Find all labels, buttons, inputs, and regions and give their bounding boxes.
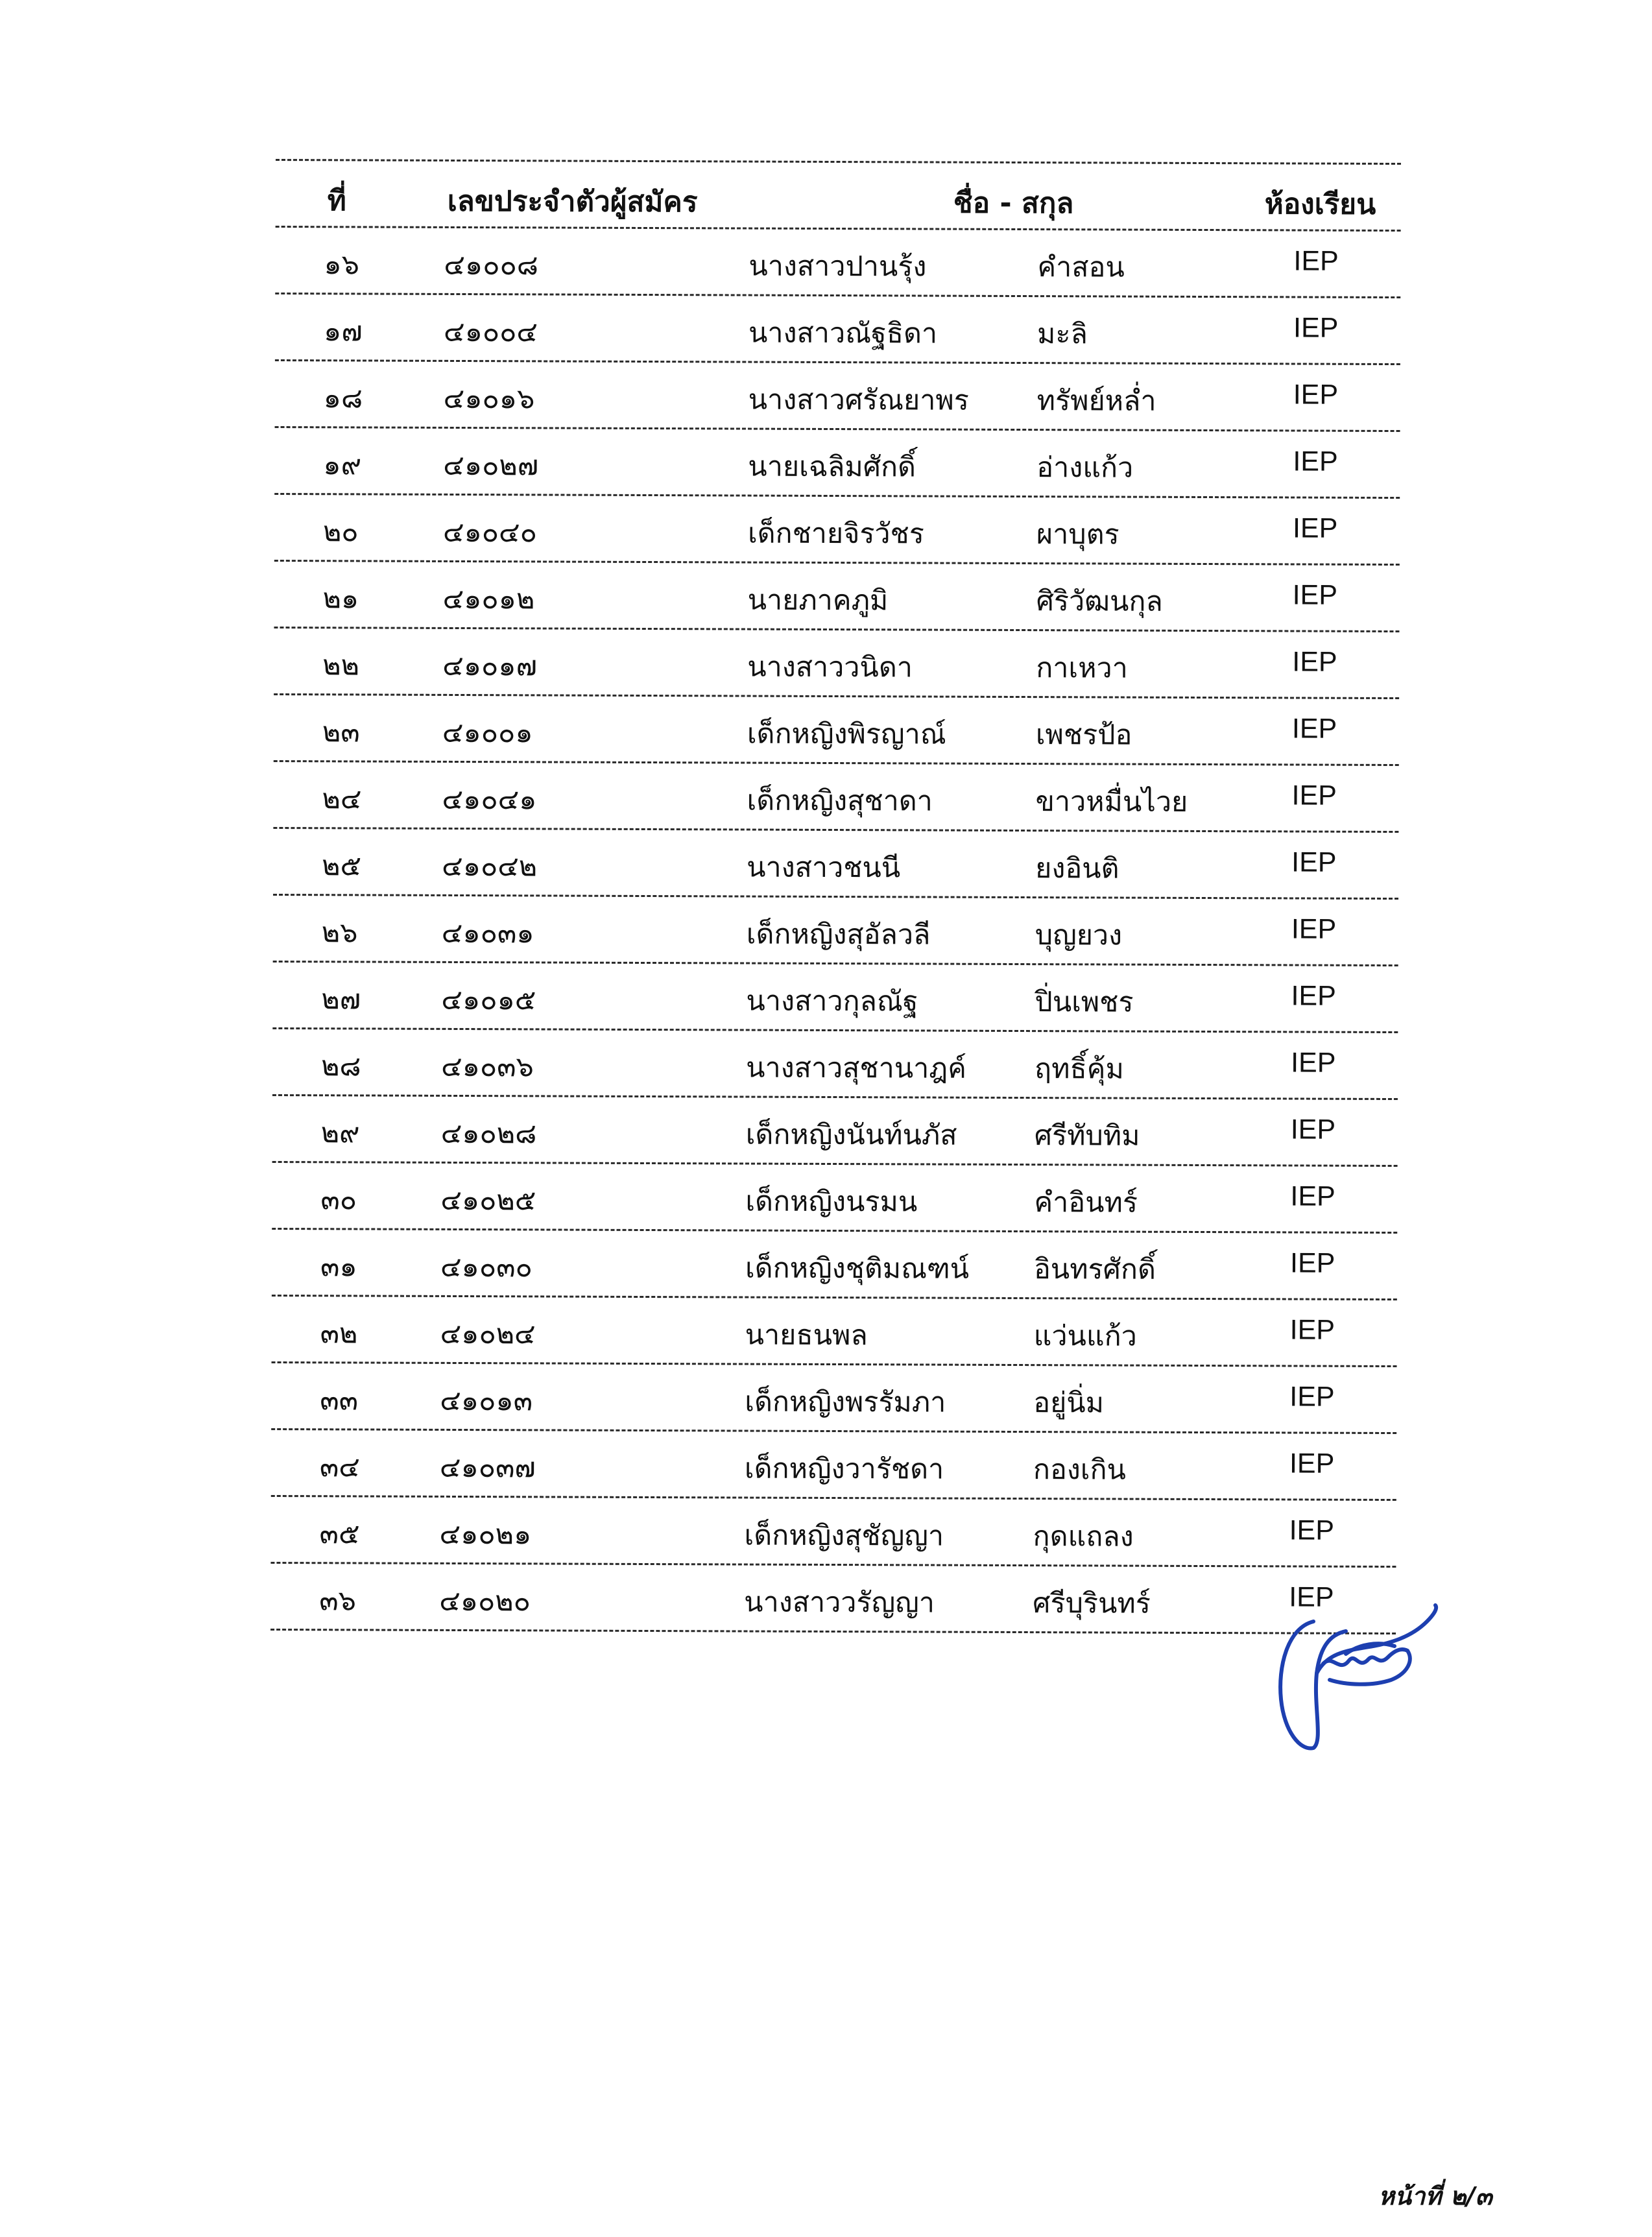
table-row xyxy=(275,294,1400,363)
applicant-id: ๔๑๐๒๑ xyxy=(439,1518,532,1551)
applicant-id: ๔๑๐๑๒ xyxy=(442,582,535,616)
table-row xyxy=(274,628,1399,697)
first-name: เด็กหญิงนรมน xyxy=(745,1185,918,1219)
last-name: เพชรป้อ xyxy=(1035,719,1132,752)
table-row xyxy=(274,695,1399,764)
room: IEP xyxy=(1292,512,1338,544)
room: IEP xyxy=(1289,1247,1335,1279)
last-name: กุดแถลง xyxy=(1033,1520,1134,1553)
room: IEP xyxy=(1291,980,1336,1012)
signature-icon xyxy=(1268,1576,1440,1758)
applicant-id: ๔๑๐๑๕ xyxy=(441,983,536,1017)
room: IEP xyxy=(1290,1114,1336,1145)
table-row xyxy=(274,428,1400,497)
applicant-id: ๔๑๐๔๒ xyxy=(442,850,538,883)
last-name: บุญยวง xyxy=(1035,919,1123,952)
table-row xyxy=(274,562,1399,630)
row-number: ๑๖ xyxy=(324,248,360,281)
row-number: ๒๒ xyxy=(322,649,360,682)
table-row xyxy=(273,829,1398,898)
first-name: นางสาวปานรุ้ง xyxy=(748,250,927,283)
first-name: นางสาววนิดา xyxy=(747,651,913,684)
row-number: ๒๗ xyxy=(321,983,361,1016)
applicant-id: ๔๑๐๒๐ xyxy=(439,1585,531,1618)
table-row xyxy=(272,963,1398,1031)
table-row xyxy=(270,1497,1396,1566)
last-name: แว่นแก้ว xyxy=(1033,1320,1137,1353)
last-name: ปิ่นเพชร xyxy=(1035,986,1134,1019)
row-number: ๑๙ xyxy=(323,449,362,482)
room: IEP xyxy=(1291,1047,1336,1079)
first-name: เด็กชายจิรวัชร xyxy=(747,517,924,551)
row-number: ๓๒ xyxy=(320,1317,358,1350)
first-name: นางสาวกุลณัฐ xyxy=(746,985,918,1018)
row-number: ๓๕ xyxy=(319,1518,360,1551)
last-name: ยงอินติ xyxy=(1035,852,1119,885)
row-number: ๑๘ xyxy=(323,382,363,415)
room: IEP xyxy=(1291,913,1337,945)
last-name: มะลิ xyxy=(1036,318,1088,351)
first-name: นางสาวสุชานาฎค์ xyxy=(746,1051,967,1085)
header-no: ที่ xyxy=(327,184,346,218)
room: IEP xyxy=(1289,1448,1335,1479)
first-name: นางสาวศรัณยาพร xyxy=(748,383,969,417)
room: IEP xyxy=(1289,1581,1334,1613)
room: IEP xyxy=(1291,846,1337,878)
table-row xyxy=(272,1096,1398,1165)
table-row xyxy=(272,1029,1398,1098)
table-row xyxy=(271,1430,1396,1499)
row-number: ๒๑ xyxy=(322,582,359,616)
last-name: ศิริวัฒนกุล xyxy=(1036,585,1163,618)
applicant-id: ๔๑๐๐๘ xyxy=(444,248,539,282)
first-name: เด็กหญิงสุชาดา xyxy=(747,784,933,818)
header-room: ห้องเรียน xyxy=(1264,187,1376,221)
room: IEP xyxy=(1290,1180,1335,1212)
last-name: อินทรศักดิ์ xyxy=(1033,1253,1156,1286)
row-number: ๓๔ xyxy=(319,1451,360,1484)
room: IEP xyxy=(1291,713,1337,745)
page-number: หน้าที่ ๒/๓ xyxy=(1378,2182,1492,2210)
applicant-table xyxy=(270,159,1401,1634)
room: IEP xyxy=(1293,312,1339,344)
table-row xyxy=(272,1297,1397,1365)
table-row xyxy=(273,762,1398,831)
first-name: นางสาวชนนี xyxy=(747,851,901,885)
first-name: เด็กหญิงวารัชดา xyxy=(744,1452,944,1486)
last-name: อยู่นิ่ม xyxy=(1033,1387,1105,1420)
applicant-id: ๔๑๐๐๔ xyxy=(443,315,538,349)
last-name: กองเกิน xyxy=(1033,1453,1127,1487)
table-header xyxy=(276,161,1401,230)
room: IEP xyxy=(1292,579,1338,611)
first-name: เด็กหญิงชุติมณฑน์ xyxy=(745,1252,970,1286)
room: IEP xyxy=(1289,1514,1335,1546)
room: IEP xyxy=(1291,780,1337,811)
applicant-id: ๔๑๐๑๖ xyxy=(443,382,535,416)
table-row xyxy=(275,361,1400,430)
last-name: ทรัพย์หล่ำ xyxy=(1036,385,1156,418)
last-name: ขาวหมื่นไวย xyxy=(1035,785,1188,819)
row-number: ๓๖ xyxy=(319,1585,357,1618)
row-number: ๓๓ xyxy=(320,1384,359,1417)
last-name: กาเหวา xyxy=(1036,652,1128,685)
first-name: นายภาคภูมิ xyxy=(747,584,889,617)
table-row xyxy=(271,1363,1396,1432)
last-name: อ่างแก้ว xyxy=(1036,451,1134,484)
first-name: นางสาววรัญญา xyxy=(744,1586,935,1620)
first-name: นายธนพล xyxy=(745,1319,868,1352)
room: IEP xyxy=(1292,646,1337,678)
table-row xyxy=(274,495,1400,564)
applicant-id: ๔๑๐๑๗ xyxy=(442,649,538,683)
applicant-id: ๔๑๐๔๑ xyxy=(442,783,537,817)
room: IEP xyxy=(1289,1381,1335,1413)
row-number: ๓๐ xyxy=(320,1184,357,1217)
row-number: ๓๑ xyxy=(320,1250,357,1284)
first-name: เด็กหญิงพรรัมภา xyxy=(745,1385,946,1419)
row-number: ๒๖ xyxy=(321,916,358,950)
row-number: ๒๔ xyxy=(322,783,362,816)
row-number: ๒๓ xyxy=(322,716,360,749)
applicant-id: ๔๑๐๓๗ xyxy=(439,1451,536,1485)
table-row xyxy=(275,228,1400,296)
last-name: ศรีทับทิม xyxy=(1034,1119,1140,1153)
row-number: ๑๗ xyxy=(323,315,363,348)
applicant-id: ๔๑๐๐๑ xyxy=(442,716,533,750)
applicant-id: ๔๑๐๓๖ xyxy=(441,1050,534,1084)
header-applicant-id: เลขประจำตัวผู้สมัคร xyxy=(447,184,698,219)
last-name: ศรีบุรินทร์ xyxy=(1033,1587,1151,1620)
applicant-id: ๔๑๐๓๑ xyxy=(441,916,534,950)
first-name: นางสาวณัฐธิดา xyxy=(748,317,938,350)
applicant-id: ๔๑๐๒๗ xyxy=(443,449,539,483)
row-number: ๒๕ xyxy=(322,850,362,883)
applicant-id: ๔๑๐๒๘ xyxy=(440,1117,537,1151)
room: IEP xyxy=(1289,1314,1335,1346)
first-name: เด็กหญิงพิรญาณ์ xyxy=(747,717,946,751)
row-number: ๒๙ xyxy=(320,1117,360,1150)
applicant-id: ๔๑๐๑๓ xyxy=(440,1384,533,1418)
applicant-id: ๔๑๐๓๐ xyxy=(440,1250,533,1284)
table-row xyxy=(272,1230,1397,1298)
table-row xyxy=(272,1163,1397,1232)
row-number: ๒๐ xyxy=(322,516,359,549)
first-name: เด็กหญิงนันท์นภัส xyxy=(745,1118,957,1152)
applicant-id: ๔๑๐๒๕ xyxy=(440,1184,536,1217)
first-name: นายเฉลิมศักดิ์ xyxy=(748,450,916,484)
room: IEP xyxy=(1293,245,1339,277)
last-name: คำสอน xyxy=(1037,251,1125,284)
last-name: คำอินทร์ xyxy=(1034,1186,1138,1219)
first-name: เด็กหญิงสุชัญญา xyxy=(744,1519,944,1553)
applicant-id: ๔๑๐๔๐ xyxy=(442,516,537,549)
row-number: ๒๘ xyxy=(321,1050,361,1083)
room: IEP xyxy=(1293,446,1338,477)
header-name: ชื่อ - สกุล xyxy=(953,186,1074,221)
table-row xyxy=(270,1564,1396,1633)
table-body xyxy=(270,228,1401,1634)
table-row xyxy=(273,896,1398,964)
applicant-id: ๔๑๐๒๔ xyxy=(440,1317,536,1351)
last-name: ฤทธิ์คุ้ม xyxy=(1035,1053,1124,1086)
first-name: เด็กหญิงสุอัลวลี xyxy=(746,918,931,951)
last-name: ผาบุตร xyxy=(1036,518,1119,551)
room: IEP xyxy=(1293,379,1339,411)
